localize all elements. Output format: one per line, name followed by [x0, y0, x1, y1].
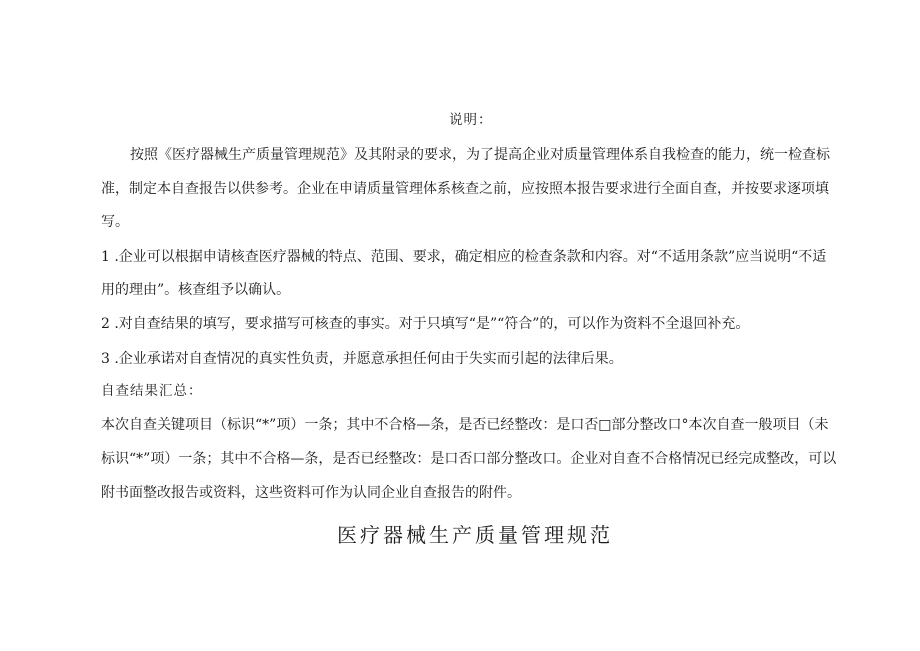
- note-heading: 说明：: [449, 112, 493, 128]
- main-title: 医疗器械生产质量管理规范: [337, 523, 613, 547]
- intro-line-2: 准，制定本自查报告以供参考。企业在申请质量管理体系核查之前，应按照本报告要求进行全面自查，并按要求逐项填: [101, 181, 829, 197]
- summary-line-2: 标识“*”项）一条；其中不合格—条，是否已经整改：是口否口部分整改口。企业对自查不合格情况已经完成整改，可以: [101, 451, 837, 467]
- item-3: 3 .企业承诺对自查情况的真实性负责，并愿意承担任何由于失实而引起的法律后果。: [101, 351, 623, 367]
- item-1-line-1: 1 .企业可以根据申请核查医疗器械的特点、范围、要求，确定相应的检查条款和内容。对“不适用条款”应当说明“不适: [101, 249, 827, 265]
- summary-heading: 自查结果汇总：: [101, 383, 203, 399]
- summary-line-1: 本次自查关键项目（标识“*”项）一条；其中不合格—条，是否已经整改：是口否□部分整改口°本次自查一般项目（未: [101, 417, 829, 433]
- intro-line-1: 按照《医疗器械生产质量管理规范》及其附录的要求，为了提高企业对质量管理体系自我检查的能力，统一检查标: [130, 147, 830, 163]
- summary-line-3: 附书面整改报告或资料，这些资料可作为认同企业自查报告的附件。: [101, 485, 521, 501]
- item-1-line-2: 用的理由”。核查组予以确认。: [101, 282, 291, 298]
- intro-line-3: 写。: [101, 214, 129, 230]
- item-2: 2 .对自查结果的填写，要求描写可核查的事实。对于只填写“是”“符合”的，可以作为资料不全退回补充。: [101, 316, 750, 332]
